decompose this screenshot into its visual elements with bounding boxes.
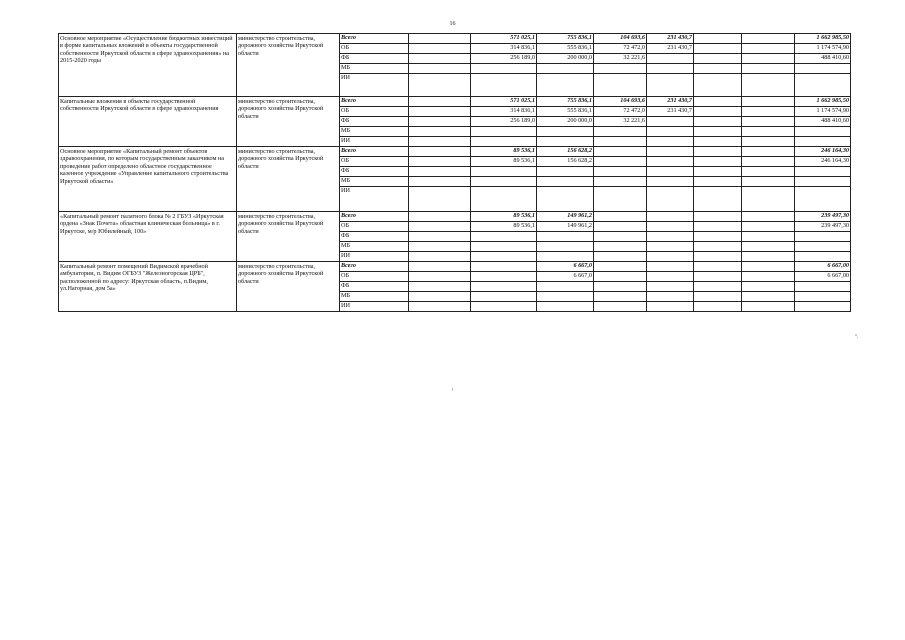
year-value-cell xyxy=(409,127,471,137)
year-value-cell xyxy=(409,177,471,187)
year-value-cell xyxy=(409,107,471,117)
year-value-cell: 571 025,1 xyxy=(471,34,537,44)
year-value-cell: 32 221,6 xyxy=(594,117,647,127)
year-value-cell xyxy=(694,232,742,242)
funding-source: Всего xyxy=(340,34,409,44)
year-value-cell xyxy=(594,222,647,232)
year-value-cell xyxy=(742,34,795,44)
year-value-cell xyxy=(647,262,694,272)
year-value-cell xyxy=(647,127,694,137)
year-value-cell xyxy=(694,117,742,127)
funding-source: МБ xyxy=(340,64,409,74)
measure-description: Основное мероприятие «Осуществление бюджетных инвестиций в форме капитальных вложений в объекты государственной собственности Иркутской области в сфере здравоохранения» на 2015-2020 годы xyxy=(59,34,237,97)
year-value-cell xyxy=(471,177,537,187)
year-value-cell xyxy=(694,157,742,167)
total-cell: 1 174 574,90 xyxy=(795,44,851,54)
year-value-cell xyxy=(471,187,537,212)
year-value-cell xyxy=(594,157,647,167)
responsible-organization: министерство строительства, дорожного хозяйства Иркутской области xyxy=(237,34,340,97)
year-value-cell xyxy=(409,97,471,107)
year-value-cell: 89 536,1 xyxy=(471,222,537,232)
year-value-cell xyxy=(471,262,537,272)
year-value-cell xyxy=(409,302,471,312)
total-cell xyxy=(795,292,851,302)
year-value-cell xyxy=(694,147,742,157)
table-row xyxy=(59,262,851,272)
total-cell: 488 410,60 xyxy=(795,54,851,64)
year-value-cell xyxy=(647,232,694,242)
year-value-cell xyxy=(409,137,471,147)
total-cell xyxy=(795,282,851,292)
year-value-cell xyxy=(694,167,742,177)
year-value-cell: 149 961,2 xyxy=(537,222,594,232)
year-value-cell xyxy=(409,232,471,242)
year-value-cell xyxy=(471,242,537,252)
total-cell: 1 662 985,50 xyxy=(795,34,851,44)
year-value-cell xyxy=(647,74,694,97)
year-value-cell xyxy=(742,242,795,252)
year-value-cell xyxy=(694,54,742,64)
responsible-organization: министерство строительства, дорожного хозяйства Иркутской области xyxy=(237,212,340,262)
year-value-cell xyxy=(409,167,471,177)
total-cell: 6 667,00 xyxy=(795,272,851,282)
year-value-cell xyxy=(742,74,795,97)
responsible-organization: министерство строительства, дорожного хозяйства Иркутской области xyxy=(237,262,340,312)
funding-source: МБ xyxy=(340,242,409,252)
year-value-cell: 72 472,0 xyxy=(594,107,647,117)
year-value-cell xyxy=(537,282,594,292)
year-value-cell: 89 536,1 xyxy=(471,147,537,157)
year-value-cell: 200 000,0 xyxy=(537,54,594,64)
year-value-cell xyxy=(647,212,694,222)
year-value-cell: 149 961,2 xyxy=(537,212,594,222)
year-value-cell xyxy=(537,167,594,177)
total-cell xyxy=(795,232,851,242)
year-value-cell: 314 836,1 xyxy=(471,107,537,117)
year-value-cell xyxy=(694,302,742,312)
year-value-cell xyxy=(694,74,742,97)
funding-source: ФБ xyxy=(340,232,409,242)
year-value-cell xyxy=(537,187,594,212)
year-value-cell xyxy=(537,74,594,97)
year-value-cell xyxy=(742,167,795,177)
year-value-cell xyxy=(742,54,795,64)
year-value-cell xyxy=(409,252,471,262)
year-value-cell xyxy=(742,177,795,187)
year-value-cell xyxy=(594,252,647,262)
year-value-cell xyxy=(647,282,694,292)
year-value-cell xyxy=(409,147,471,157)
year-value-cell xyxy=(694,222,742,232)
total-cell xyxy=(795,74,851,97)
year-value-cell: 231 430,7 xyxy=(647,97,694,107)
year-value-cell xyxy=(742,262,795,272)
year-value-cell xyxy=(594,212,647,222)
year-value-cell xyxy=(409,212,471,222)
year-value-cell: 314 836,1 xyxy=(471,44,537,54)
year-value-cell xyxy=(647,187,694,212)
year-value-cell xyxy=(694,262,742,272)
year-value-cell xyxy=(647,222,694,232)
funding-source: МБ xyxy=(340,127,409,137)
year-value-cell: 6 667,0 xyxy=(537,272,594,282)
year-value-cell xyxy=(594,127,647,137)
year-value-cell xyxy=(694,127,742,137)
year-value-cell xyxy=(471,282,537,292)
total-cell xyxy=(795,242,851,252)
year-value-cell xyxy=(647,157,694,167)
measure-description: «Капитальный ремонт палатного блока № 2 ГБУЗ «Иркутская ордена «Знак Почета» областная клиническая больница» в г. Иркутске, м/р Юбилейный, 100» xyxy=(59,212,237,262)
year-value-cell xyxy=(594,232,647,242)
year-value-cell xyxy=(647,242,694,252)
year-value-cell xyxy=(742,97,795,107)
year-value-cell xyxy=(537,252,594,262)
total-cell xyxy=(795,187,851,212)
year-value-cell xyxy=(409,282,471,292)
year-value-cell: 231 430,7 xyxy=(647,44,694,54)
year-value-cell xyxy=(537,232,594,242)
year-value-cell xyxy=(537,177,594,187)
year-value-cell xyxy=(471,64,537,74)
year-value-cell xyxy=(537,137,594,147)
year-value-cell xyxy=(694,64,742,74)
year-value-cell: 104 693,6 xyxy=(594,97,647,107)
total-cell xyxy=(795,167,851,177)
funding-source: ФБ xyxy=(340,54,409,64)
year-value-cell: 89 536,1 xyxy=(471,157,537,167)
year-value-cell: 200 000,0 xyxy=(537,117,594,127)
year-value-cell xyxy=(694,292,742,302)
year-value-cell xyxy=(647,272,694,282)
year-value-cell xyxy=(742,127,795,137)
year-value-cell xyxy=(694,107,742,117)
total-cell: 488 410,60 xyxy=(795,117,851,127)
year-value-cell xyxy=(742,147,795,157)
year-value-cell xyxy=(471,232,537,242)
funding-source: ФБ xyxy=(340,282,409,292)
funding-source: ИИ xyxy=(340,74,409,97)
year-value-cell xyxy=(647,292,694,302)
total-cell xyxy=(795,177,851,187)
year-value-cell xyxy=(647,302,694,312)
table-row xyxy=(59,97,851,107)
year-value-cell xyxy=(594,302,647,312)
year-value-cell xyxy=(594,64,647,74)
year-value-cell xyxy=(694,282,742,292)
year-value-cell xyxy=(409,64,471,74)
year-value-cell xyxy=(471,252,537,262)
year-value-cell: 755 836,1 xyxy=(537,97,594,107)
funding-source: ФБ xyxy=(340,117,409,127)
year-value-cell xyxy=(742,157,795,167)
year-value-cell: 156 628,2 xyxy=(537,147,594,157)
year-value-cell xyxy=(471,127,537,137)
year-value-cell xyxy=(647,137,694,147)
year-value-cell: 104 693,6 xyxy=(594,34,647,44)
total-cell: 6 667,00 xyxy=(795,262,851,272)
funding-source: ИИ xyxy=(340,302,409,312)
year-value-cell xyxy=(537,127,594,137)
year-value-cell xyxy=(471,292,537,302)
year-value-cell: 231 430,7 xyxy=(647,34,694,44)
year-value-cell xyxy=(537,302,594,312)
year-value-cell: 571 025,1 xyxy=(471,97,537,107)
year-value-cell xyxy=(409,242,471,252)
year-value-cell xyxy=(409,292,471,302)
year-value-cell xyxy=(594,262,647,272)
funding-source: ОБ xyxy=(340,107,409,117)
year-value-cell xyxy=(594,167,647,177)
table-row xyxy=(59,34,851,44)
funding-source: ОБ xyxy=(340,157,409,167)
year-value-cell xyxy=(594,187,647,212)
year-value-cell xyxy=(409,117,471,127)
total-cell: 239 497,30 xyxy=(795,212,851,222)
year-value-cell xyxy=(742,302,795,312)
year-value-cell xyxy=(742,117,795,127)
funding-source: ФБ xyxy=(340,167,409,177)
year-value-cell xyxy=(694,212,742,222)
year-value-cell xyxy=(742,44,795,54)
funding-source: ИИ xyxy=(340,137,409,147)
year-value-cell: 755 836,1 xyxy=(537,34,594,44)
year-value-cell: 32 221,6 xyxy=(594,54,647,64)
year-value-cell xyxy=(594,242,647,252)
year-value-cell xyxy=(742,222,795,232)
year-value-cell xyxy=(742,272,795,282)
measure-description: Основное мероприятие «Капитальный ремонт объектов здравоохранения, по которым государственным заказчиком на проведение работ определено областное государственное казенное учреждение «Управление капитального строительства Иркутской области» xyxy=(59,147,237,212)
year-value-cell xyxy=(647,177,694,187)
total-cell xyxy=(795,137,851,147)
total-cell: 246 164,30 xyxy=(795,157,851,167)
total-cell xyxy=(795,302,851,312)
measure-description: Капитальный ремонт помещений Видимской врачебной амбулатории, п. Видим ОГБУЗ "Железногорская ЦРБ", расположенной по адресу: Иркутская область, п.Видим, ул.Нагорная, дом 5а» xyxy=(59,262,237,312)
total-cell xyxy=(795,64,851,74)
year-value-cell xyxy=(694,34,742,44)
year-value-cell xyxy=(537,64,594,74)
year-value-cell xyxy=(647,117,694,127)
table-row xyxy=(59,147,851,157)
year-value-cell xyxy=(594,137,647,147)
total-cell: 239 497,30 xyxy=(795,222,851,232)
year-value-cell: 231 430,7 xyxy=(647,107,694,117)
year-value-cell: 89 536,1 xyxy=(471,212,537,222)
year-value-cell xyxy=(694,97,742,107)
year-value-cell xyxy=(594,147,647,157)
funding-source: ОБ xyxy=(340,222,409,232)
total-cell xyxy=(795,127,851,137)
year-value-cell xyxy=(742,212,795,222)
year-value-cell xyxy=(694,242,742,252)
year-value-cell xyxy=(471,302,537,312)
funding-source: Всего xyxy=(340,97,409,107)
year-value-cell xyxy=(409,222,471,232)
year-value-cell xyxy=(647,167,694,177)
year-value-cell: 256 189,0 xyxy=(471,117,537,127)
year-value-cell xyxy=(409,44,471,54)
year-value-cell xyxy=(594,177,647,187)
year-value-cell xyxy=(409,74,471,97)
year-value-cell xyxy=(409,34,471,44)
year-value-cell: 72 472,0 xyxy=(594,44,647,54)
year-value-cell xyxy=(694,252,742,262)
measure-description: Капитальные вложения в объекты государственной собственности Иркутской области в сфере здравоохранения xyxy=(59,97,237,147)
year-value-cell xyxy=(647,252,694,262)
year-value-cell xyxy=(694,187,742,212)
funding-source: ОБ xyxy=(340,44,409,54)
year-value-cell xyxy=(647,64,694,74)
year-value-cell xyxy=(742,64,795,74)
total-cell: 1 174 574,90 xyxy=(795,107,851,117)
scan-speck xyxy=(452,388,453,391)
year-value-cell xyxy=(742,187,795,212)
year-value-cell xyxy=(471,167,537,177)
year-value-cell xyxy=(742,252,795,262)
year-value-cell xyxy=(471,272,537,282)
year-value-cell xyxy=(471,137,537,147)
year-value-cell xyxy=(694,272,742,282)
funding-source: ОБ xyxy=(340,272,409,282)
funding-source: Всего xyxy=(340,262,409,272)
year-value-cell xyxy=(742,292,795,302)
year-value-cell: 256 189,0 xyxy=(471,54,537,64)
year-value-cell xyxy=(409,157,471,167)
budget-table xyxy=(58,33,851,312)
year-value-cell xyxy=(742,107,795,117)
year-value-cell xyxy=(537,242,594,252)
year-value-cell xyxy=(537,292,594,302)
total-cell: 1 662 985,50 xyxy=(795,97,851,107)
total-cell: 246 164,30 xyxy=(795,147,851,157)
year-value-cell xyxy=(742,282,795,292)
total-cell xyxy=(795,252,851,262)
responsible-organization: министерство строительства, дорожного хозяйства Иркутской области xyxy=(237,97,340,147)
year-value-cell xyxy=(647,54,694,64)
year-value-cell xyxy=(742,232,795,242)
year-value-cell xyxy=(409,272,471,282)
year-value-cell xyxy=(409,262,471,272)
funding-source: МБ xyxy=(340,292,409,302)
year-value-cell xyxy=(694,177,742,187)
page-number: 16 xyxy=(449,21,456,27)
year-value-cell xyxy=(742,137,795,147)
funding-source: МБ xyxy=(340,177,409,187)
year-value-cell: 6 667,0 xyxy=(537,262,594,272)
year-value-cell xyxy=(694,44,742,54)
year-value-cell xyxy=(409,187,471,212)
table-row xyxy=(59,212,851,222)
funding-source: ИИ xyxy=(340,187,409,212)
year-value-cell xyxy=(594,292,647,302)
year-value-cell: 555 836,1 xyxy=(537,44,594,54)
year-value-cell xyxy=(694,137,742,147)
year-value-cell xyxy=(594,74,647,97)
year-value-cell xyxy=(471,74,537,97)
corner-mark: ". xyxy=(855,335,859,340)
year-value-cell xyxy=(647,147,694,157)
year-value-cell: 555 836,1 xyxy=(537,107,594,117)
year-value-cell xyxy=(409,54,471,64)
year-value-cell xyxy=(594,282,647,292)
funding-source: ИИ xyxy=(340,252,409,262)
responsible-organization: министерство строительства, дорожного хозяйства Иркутской области xyxy=(237,147,340,212)
year-value-cell: 156 628,2 xyxy=(537,157,594,167)
year-value-cell xyxy=(594,272,647,282)
funding-source: Всего xyxy=(340,147,409,157)
funding-source: Всего xyxy=(340,212,409,222)
